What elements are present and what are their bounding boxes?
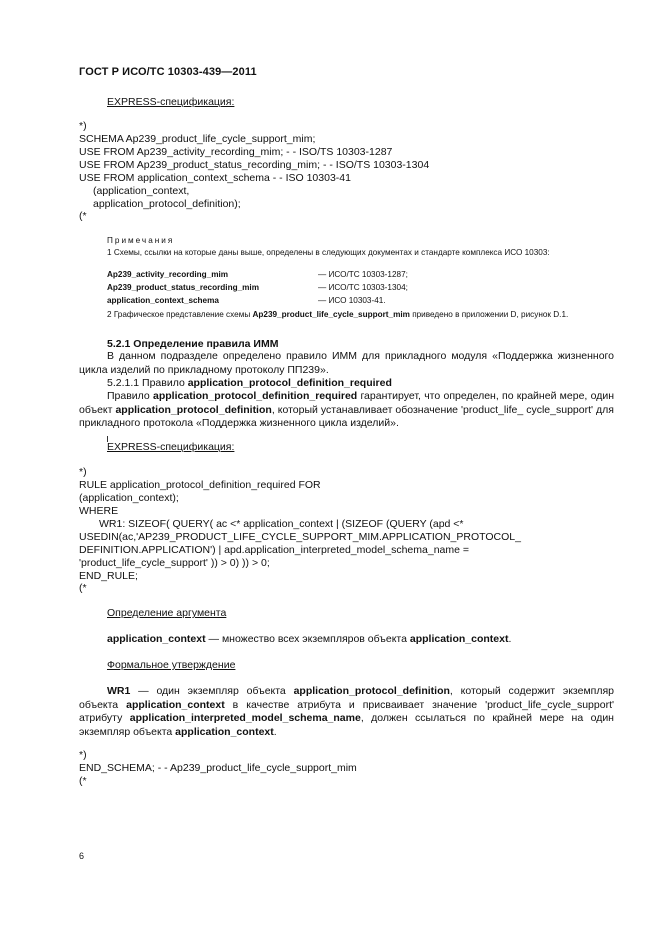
formal-text: , который содержит экземпляр объекта	[79, 685, 614, 711]
formal-text: в качестве атрибута и присваивает значение 'product_life_cycle_support' атрибуту	[79, 698, 614, 724]
rule-line: END_RULE;	[79, 570, 138, 582]
argument-end: .	[508, 633, 512, 645]
rule-line: (application_context);	[79, 492, 179, 504]
code-close-marker: (*	[79, 775, 87, 787]
ref-name: Ap239_activity_recording_mim	[107, 270, 229, 279]
code-open-marker: *)	[79, 466, 87, 478]
rule-desc-text: гарантирует, что определен, по крайней мере, один объект	[79, 390, 614, 416]
wr-label: WR1	[107, 685, 131, 697]
note-2-text-end: приведено в приложении D, рисунок D.1.	[409, 310, 569, 319]
rule-description	[79, 390, 614, 431]
ref-doc: — ИСО/ТС 10303-1287;	[318, 270, 408, 279]
argument-definition	[107, 633, 511, 647]
end-schema-line: END_SCHEMA; - - Ap239_product_life_cycle_support_mim	[79, 762, 357, 774]
argument-text: — множество всех экземпляров объекта	[205, 633, 410, 645]
rule-desc-name: application_protocol_definition_required	[153, 390, 358, 402]
note-2	[79, 309, 614, 320]
formal-text: , должен ссылаться по крайней мере на один экземпляр объекта	[79, 712, 614, 738]
note-1: 1 Схемы, ссылки на которые даны выше, определены в следующих документах и стандарте комплекса ИСО 10303:	[107, 248, 550, 257]
formal-attribute: application_interpreted_model_schema_name	[129, 712, 361, 724]
ref-name: application_context_schema	[107, 296, 219, 305]
subsection-label: 5.2.1.1 Правило	[107, 377, 188, 389]
express-spec-label: EXPRESS-спецификация:	[107, 441, 235, 453]
ref-doc: — ИСО/ТС 10303-1304;	[318, 283, 408, 292]
schema-line: USE FROM Ap239_activity_recording_mim; - - ISO/TS 10303-1287	[79, 146, 393, 158]
rule-line: DEFINITION.APPLICATION') | apd.application_interpreted_model_schema_name =	[79, 544, 470, 556]
argument-object: application_context	[409, 633, 509, 645]
schema-line: USE FROM Ap239_product_status_recording_mim; - - ISO/TS 10303-1304	[79, 159, 430, 171]
ref-name: Ap239_product_status_recording_mim	[107, 283, 259, 292]
formal-text: — один экземпляр объекта	[130, 685, 294, 697]
formal-text: .	[273, 725, 277, 738]
standard-code-header: ГОСТ Р ИСО/ТС 10303-439—2011	[79, 66, 257, 78]
subsection-heading	[107, 377, 392, 391]
formal-object: application_context	[175, 725, 274, 738]
formal-object: application_protocol_definition	[293, 685, 450, 697]
ref-doc: — ИСО 10303-41.	[318, 296, 386, 305]
note-2-schema-name: Ap239_product_life_cycle_support_mim	[252, 310, 410, 319]
rule-name: application_protocol_definition_required	[187, 377, 392, 389]
rule-line: USEDIN(ac,'AP239_PRODUCT_LIFE_CYCLE_SUPPORT_MIM.APPLICATION_PROTOCOL_	[79, 531, 521, 543]
code-close-marker: (*	[79, 210, 87, 222]
code-open-marker: *)	[79, 749, 87, 761]
schema-line: application_protocol_definition);	[93, 198, 241, 210]
rule-line: RULE application_protocol_definition_required FOR	[79, 479, 321, 491]
schema-line: (application_context,	[93, 185, 190, 197]
argument-name: application_context	[107, 633, 206, 645]
rule-desc-text: Правило	[107, 390, 154, 402]
rule-desc-text: , который устанавливает обозначение 'product_life_ cycle_support' для прикладного протокола «Поддержка жизненного цикла изделий».	[79, 403, 614, 429]
section-heading: 5.2.1 Определение правила ИММ	[107, 338, 279, 350]
rule-desc-object: application_protocol_definition	[115, 403, 272, 416]
section-paragraph: В данном подразделе определено правило ИММ для прикладного модуля «Поддержка жизненного цикла изделий по прикладному протоколу ПП239».	[79, 350, 614, 376]
formal-statement	[79, 685, 614, 739]
rule-line: WHERE	[79, 505, 119, 517]
code-open-marker: *)	[79, 120, 87, 132]
note-2-text: 2 Графическое представление схемы	[107, 310, 253, 319]
code-close-marker: (*	[79, 582, 87, 594]
express-spec-label: EXPRESS-спецификация:	[107, 96, 235, 108]
argument-definition-label: Определение аргумента	[107, 607, 227, 619]
page-number: 6	[79, 851, 85, 861]
schema-line: SCHEMA Ap239_product_life_cycle_support_mim;	[79, 133, 316, 145]
formal-statement-label: Формальное утверждение	[107, 659, 236, 671]
rule-line: WR1: SIZEOF( QUERY( ac <* application_context | (SIZEOF (QUERY (apd <*	[99, 518, 464, 530]
notes-title: Примечания	[107, 236, 175, 245]
schema-line: USE FROM application_context_schema - - ISO 10303-41	[79, 172, 351, 184]
rule-line: 'product_life_cycle_support' )) > 0) )) > 0;	[79, 557, 270, 569]
formal-object: application_context	[126, 698, 225, 711]
